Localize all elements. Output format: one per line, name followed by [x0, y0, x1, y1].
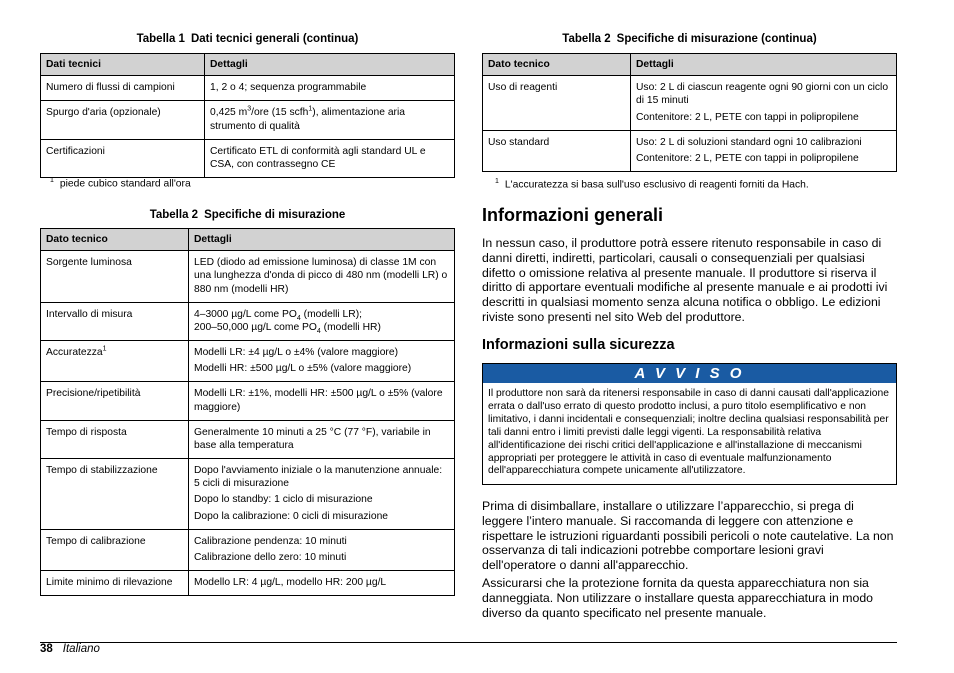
table-row: [483, 130, 897, 171]
row-detail: [189, 302, 455, 340]
general-info-paragraph: In nessun caso, il produttore potrà essere ritenuto responsabile in caso di danni diretti, indiretti, particolari, causali o consequenziali per qualsiasi difetto o omissione relativa al presente manuale. Il produttore si riserva il diritto di apportare eventuali modifiche al presente manuale e ai prodotti ivi descritti in qualsiasi momento senza alcuna notifica o obbligo. Le edizioni riviste sono presenti nel sito Web del produttore.: [482, 236, 888, 324]
detail-line: Modelli LR: ±1%, modelli HR: ±500 µg/L o ±5% (valore maggiore): [194, 388, 443, 413]
row-detail: [189, 420, 455, 458]
row-detail: Certificato ETL di conformità agli standard UL e CSA, con contrassegno CE: [205, 139, 455, 177]
footnote-mark: 1: [50, 177, 54, 184]
table-row: [41, 571, 455, 596]
notice-box: [482, 363, 897, 485]
row-detail: [189, 341, 455, 382]
table-row: [41, 420, 455, 458]
detail-text: /ore (15 scfh: [251, 107, 309, 119]
detail-line: Calibrazione pendenza: 10 minuti: [194, 535, 347, 547]
row-label: Precisione/ripetibilità: [41, 382, 189, 420]
row-detail: [189, 382, 455, 420]
footnote-text: L'accuratezza si basa sull'uso esclusivo di reagenti forniti da Hach.: [504, 179, 809, 191]
page-footer: [40, 643, 100, 655]
row-detail: [205, 101, 455, 139]
column-header: Dato tecnico: [483, 54, 631, 76]
row-detail: [189, 529, 455, 570]
safety-heading: Informazioni sulla sicurezza: [482, 337, 675, 353]
table-row: [41, 382, 455, 420]
row-label: Tempo di risposta: [41, 420, 189, 458]
detail-line: Calibrazione dello zero: 10 minuti: [194, 551, 347, 563]
detail-line: [194, 308, 449, 321]
footer-rule: [40, 642, 897, 643]
detail-text: ), alimentazione aria strumento di qualità: [210, 107, 405, 132]
page-number: 38: [40, 643, 53, 655]
table2cont-caption: [482, 33, 897, 45]
detail-line: Generalmente 10 minuti a 25 °C (77 °F), variabile in base alla temperatura: [194, 426, 431, 451]
detail-text: (modelli HR): [320, 321, 381, 333]
column-header: Dettagli: [631, 54, 897, 76]
row-detail: [189, 459, 455, 530]
table-row: [41, 302, 455, 340]
table-row: [41, 459, 455, 530]
footnote-ref: 1: [308, 105, 313, 113]
subscript: 4: [296, 314, 301, 322]
table-row: [41, 139, 455, 177]
detail-line: Modello LR: 4 µg/L, modello HR: 200 µg/L: [194, 577, 387, 589]
table2: [40, 228, 455, 596]
row-label: [41, 341, 189, 382]
footnote-mark: 1: [495, 178, 499, 185]
row-label: Spurgo d'aria (opzionale): [41, 101, 205, 139]
detail-line: Modelli LR: ±4 µg/L o ±4% (valore maggiore): [194, 347, 399, 359]
table-row: [41, 529, 455, 570]
row-label: Certificazioni: [41, 139, 205, 177]
row-label: Uso di reagenti: [483, 76, 631, 131]
footnote-ref: 1: [102, 345, 107, 353]
detail-line: Uso: 2 L di ciascun reagente ogni 90 giorni con un ciclo di 15 minuti: [636, 82, 889, 107]
general-info-heading: Informazioni generali: [482, 205, 664, 225]
detail-line: Modelli HR: ±500 µg/L o ±5% (valore maggiore): [194, 363, 412, 375]
row-label: Tempo di calibrazione: [41, 529, 189, 570]
row-detail: [189, 571, 455, 596]
table2cont-title: Specifiche di misurazione (continua): [616, 33, 817, 45]
subscript: 4: [316, 327, 321, 335]
table1: [40, 53, 455, 178]
row-label: Limite minimo di rilevazione: [41, 571, 189, 596]
row-detail: 1, 2 o 4; sequenza programmabile: [205, 76, 455, 101]
table-row: [41, 251, 455, 303]
table1-number: Tabella 1: [136, 33, 185, 45]
detail-text: 0,425 m: [210, 107, 248, 119]
label-text: Accuratezza: [46, 347, 103, 359]
row-label: Uso standard: [483, 130, 631, 171]
table1-footnote: [40, 177, 191, 189]
detail-line: Contenitore: 2 L, PETE con tappi in polipropilene: [636, 111, 859, 123]
column-header: Dato tecnico: [41, 229, 189, 251]
column-header: Dettagli: [189, 229, 455, 251]
table2-title: Specifiche di misurazione: [204, 209, 346, 221]
table-row: [41, 341, 455, 382]
detail-line: LED (diodo ad emissione luminosa) di classe 1M con una lunghezza d'onda di picco di 480 nm (modelli LR) o 880 nm (modelli HR): [194, 257, 448, 295]
row-label: Numero di flussi di campioni: [41, 76, 205, 101]
detail-line: Dopo l'avviamento iniziale o la manutenzione annuale: 5 cicli di misurazione: [194, 465, 443, 490]
table-row: [41, 101, 455, 139]
detail-line: Dopo la calibrazione: 0 cicli di misurazione: [194, 510, 389, 522]
detail-text: 200–50,000 µg/L come PO: [194, 321, 317, 333]
detail-line: Dopo lo standby: 1 ciclo di misurazione: [194, 494, 373, 506]
notice-label: A V V I S O: [483, 364, 896, 383]
row-label: Intervallo di misura: [41, 302, 189, 340]
row-label: Sorgente luminosa: [41, 251, 189, 303]
table-header-row: [41, 54, 455, 76]
detail-text: (modelli LR);: [300, 308, 363, 320]
safety-paragraph-1: Prima di disimballare, installare o utilizzare l’apparecchio, si prega di leggere l’intero manuale. Si raccomanda di leggere con attenzione e rispettare le istruzioni riguardanti possibili pericoli o note cautelative. La non osservanza di tali indicazioni potrebbe comportare lesioni gravi dell'operatore o danni all'apparecchio.: [482, 499, 894, 573]
detail-text: 4–3000 µg/L come PO: [194, 308, 297, 320]
footnote-text: piede cubico standard all'ora: [59, 178, 191, 190]
detail-line: Contenitore: 2 L, PETE con tappi in polipropilene: [636, 152, 859, 164]
footer-language: Italiano: [62, 643, 100, 655]
detail-line: [194, 321, 449, 334]
row-detail: [631, 76, 897, 131]
notice-text: Il produttore non sarà da ritenersi responsabile in caso di danni causati dall'applicazione errata o dall'uso errato di questo prodotto inclusi, a puro titolo esemplificativo e non limitativo, i danni incidentali e consequenziali; inoltre declina qualsiasi responsabilità per tali danni entro i limiti previsti dalle leggi vigenti. La responsabilità relativa all'identificazione dei rischi critici dell'applicazione e all'installazione di meccanismi appropriati per proteggere le attività in caso di eventuale malfunzionamento dell'apparecchiatura compete unicamente all'utilizzatore.: [488, 388, 889, 477]
table-header-row: [483, 54, 897, 76]
column-header: Dati tecnici: [41, 54, 205, 76]
table2-caption: [40, 209, 455, 221]
row-label: Tempo di stabilizzazione: [41, 459, 189, 530]
table-row: [41, 76, 455, 101]
table-row: [483, 76, 897, 131]
column-header: Dettagli: [205, 54, 455, 76]
detail-line: Uso: 2 L di soluzioni standard ogni 10 calibrazioni: [636, 136, 862, 148]
superscript: 3: [247, 105, 252, 113]
safety-paragraph-2: Assicurarsi che la protezione fornita da questa apparecchiatura non sia danneggiata. Non utilizzare o installare questa apparecchiatura in modo diverso da quanto specificato nel presente manuale.: [482, 576, 874, 620]
table1-caption: [40, 33, 455, 45]
row-detail: [189, 251, 455, 303]
table2-continued: [482, 53, 897, 172]
table2cont-number: Tabella 2: [562, 33, 611, 45]
table1-title: Dati tecnici generali (continua): [190, 33, 359, 45]
table-header-row: [41, 229, 455, 251]
table2cont-footnote: [482, 178, 809, 190]
table2-number: Tabella 2: [149, 209, 199, 221]
row-detail: [631, 130, 897, 171]
